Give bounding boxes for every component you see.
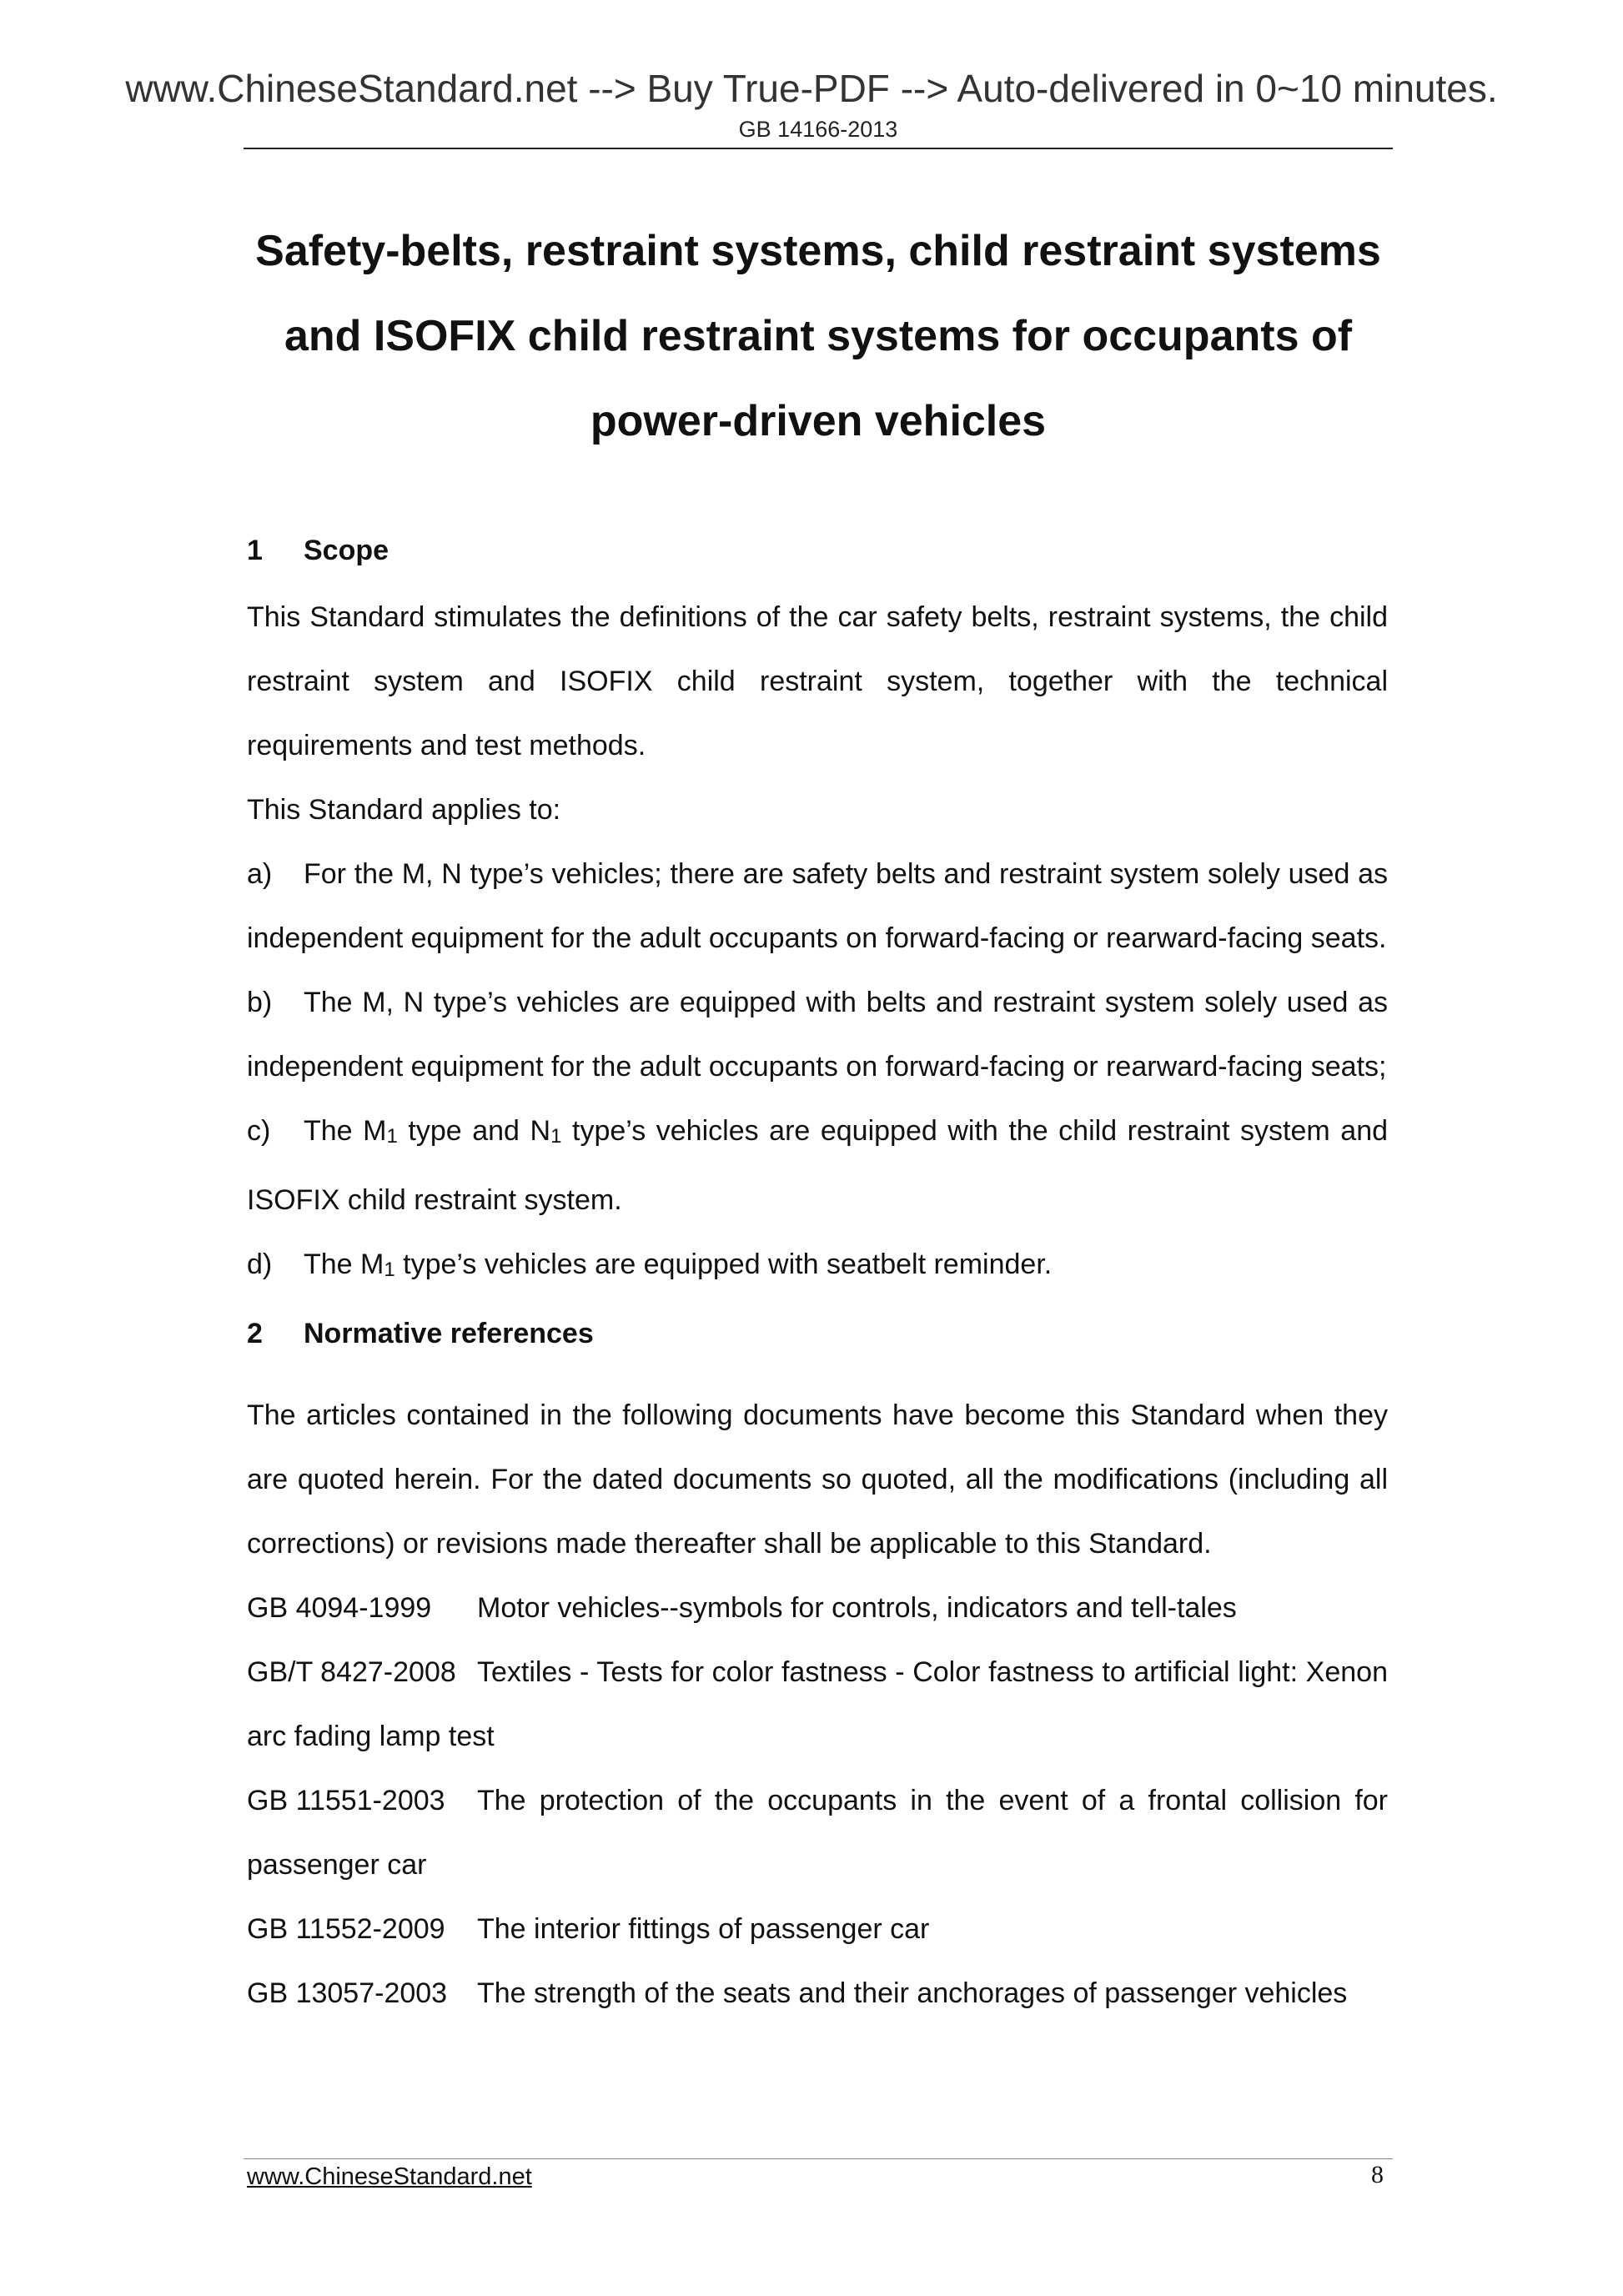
section-heading-normative-references: [247, 1309, 1388, 1359]
list-item: [247, 1233, 1388, 1302]
scope-paragraph: This Standard stimulates the definitions of the car safety belts, restraint systems, the child restraint system and ISOFIX child restraint system, together with the technical requirements and test methods.: [247, 601, 1388, 761]
reference-code: GB/T 8427-2008: [247, 1656, 456, 1688]
reference-code: GB 11551-2003: [247, 1785, 445, 1816]
reference-title: Textiles - Tests for color fastness - Color fastness to artificial light: Xenon arc fading lamp test: [247, 1656, 1388, 1752]
section-number: 1: [247, 535, 263, 566]
reference-title: The protection of the occupants in the event of a frontal collision for passenger car: [247, 1785, 1388, 1881]
subscript: 1: [386, 1125, 398, 1148]
section-heading-scope: [247, 525, 1388, 575]
top-banner[interactable]: www.ChineseStandard.net --> Buy True-PDF --> Auto-delivered in 0~10 minutes.: [125, 67, 1498, 110]
references-intro: The articles contained in the following documents have become this Standard when they are quoted herein. For the dated documents so quoted, all the modifications (including all corrections) or revisions made thereafter shall be applicable to this Standard.: [247, 1399, 1388, 1560]
footer-website-link[interactable]: www.ChineseStandard.net: [247, 2163, 532, 2190]
reference-entry: [247, 1576, 1388, 1640]
list-item-text: The M, N type’s vehicles are equipped with belts and restraint system solely used as independent equipment for the adult occupants on forward-facing or rearward-facing seats;: [247, 987, 1388, 1083]
reference-title: The strength of the seats and their anchorages of passenger vehicles: [477, 1977, 1348, 2009]
list-item-text-end: type’s vehicles are equipped with seatbelt reminder.: [394, 1248, 1053, 1280]
list-item-text: For the M, N type’s vehicles; there are safety belts and restraint system solely used as independent equipment for the adult occupants on forward-facing or rearward-facing seats.: [247, 858, 1388, 954]
page-number: 8: [1371, 2161, 1384, 2188]
list-item-label: c): [247, 1115, 271, 1147]
title-line-3: power-driven vehicles: [590, 397, 1047, 445]
reference-title: The interior fittings of passenger car: [477, 1913, 930, 1945]
standard-code: GB 14166-2013: [738, 117, 898, 142]
section-title: Scope: [304, 535, 389, 566]
reference-entry: [247, 1640, 1388, 1769]
reference-entry: [247, 1769, 1388, 1897]
section-number: 2: [247, 1318, 263, 1349]
reference-title: Motor vehicles--symbols for controls, indicators and tell-tales: [477, 1592, 1237, 1624]
title-line-2: and ISOFIX child restraint systems for occupants of: [284, 312, 1353, 360]
list-item-label: b): [247, 987, 273, 1018]
subscript: 1: [384, 1259, 395, 1281]
list-item-label: a): [247, 858, 273, 890]
list-item-text-start: The M: [304, 1248, 384, 1280]
list-item-text-start: The M: [304, 1115, 387, 1147]
title-line-1: Safety-belts, restraint systems, child restraint systems: [255, 227, 1381, 275]
header-divider: [244, 148, 1393, 149]
document-body: [247, 525, 1388, 2026]
list-item-text-middle: type and N: [397, 1115, 551, 1147]
reference-code: GB 13057-2003: [247, 1977, 448, 2009]
list-item-label: d): [247, 1248, 273, 1280]
document-title: [244, 208, 1393, 464]
reference-entry: [247, 1897, 1388, 1962]
list-item: [247, 842, 1388, 971]
subscript: 1: [550, 1125, 562, 1148]
footer-divider: [244, 2158, 1393, 2159]
reference-entry: [247, 1962, 1388, 2026]
section-title: Normative references: [304, 1318, 594, 1349]
applies-to-paragraph: This Standard applies to:: [247, 794, 561, 826]
list-item-text-end: type’s vehicles are equipped with the child restraint system and ISOFIX child restraint system.: [247, 1115, 1389, 1216]
list-item: [247, 1099, 1388, 1233]
list-item: [247, 971, 1388, 1099]
reference-code: GB 11552-2009: [247, 1913, 445, 1945]
reference-code: GB 4094-1999: [247, 1592, 432, 1624]
